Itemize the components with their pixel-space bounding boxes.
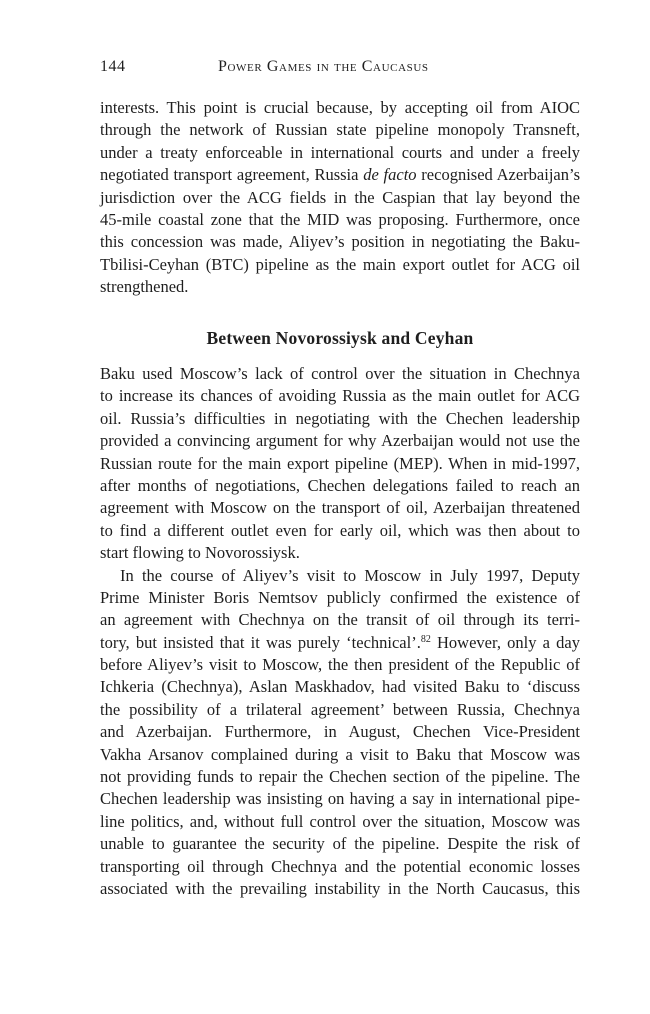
footnote-ref: 82	[420, 633, 431, 645]
text-line: 45-mile coastal zone that the MID was proposing. Furthermore, once	[100, 209, 580, 229]
text-line: Tbilisi-Ceyhan (BTC) pipeline as the main export outlet for ACG oil	[100, 254, 580, 274]
section-heading: Between Novorossiysk and Ceyhan	[206, 328, 474, 348]
text-line: agreement with Moscow on the transport of oil, Azerbaijan threatened	[100, 498, 580, 518]
text-line: the possibility of a trilateral agreement’ between Russia, Chechnya	[100, 699, 580, 719]
text-line: interests. This point is crucial because, by accepting oil from AIOC	[100, 98, 580, 117]
running-head	[100, 58, 580, 82]
running-title: Power Games in the Caucasus	[218, 58, 429, 75]
text-line: through the network of Russian state pipeline monopoly Transneft,	[100, 120, 580, 140]
text-line	[100, 164, 580, 186]
text-line: provided a convincing argument for why Azerbaijan would not use the	[100, 431, 580, 451]
text-line: unable to guarantee the security of the pipeline. Despite the risk of	[100, 834, 580, 854]
paragraph-continued	[100, 97, 580, 299]
italic-term: de facto	[363, 165, 417, 185]
text-line: and Azerbaijan. Furthermore, in August, Chechen Vice-President	[100, 722, 580, 742]
text-line: after months of negotiations, Chechen delegations failed to reach an	[100, 475, 580, 495]
text-line: strengthened.	[100, 277, 189, 297]
text-segment: tory, but insisted that it was purely ‘technical’.	[100, 632, 421, 652]
text-line: an agreement with Chechnya on the transit of oil through its terri-	[100, 610, 580, 630]
text-line: Ichkeria (Chechnya), Aslan Maskhadov, had visited Baku to ‘discuss	[100, 677, 580, 697]
text-line: jurisdiction over the ACG fields in the Caspian that lay beyond the	[100, 187, 580, 207]
text-line: Vakha Arsanov complained during a visit to Baku that Moscow was	[100, 744, 580, 764]
text-line: associated with the prevailing instability in the North Caucasus, this	[100, 878, 580, 898]
text-segment: negotiated transport agreement, Russia	[100, 165, 364, 185]
text-segment: However, only a day	[430, 632, 580, 652]
text-line: Prime Minister Boris Nemtsov publicly confirmed the existence of	[100, 587, 580, 607]
section-body	[100, 363, 580, 900]
text-line: Russian route for the main export pipeline (MEP). When in mid-1997,	[100, 453, 580, 473]
text-line: Baku used Moscow’s lack of control over the situation in Chechnya	[100, 364, 580, 383]
text-segment: recognised Azerbaijan’s	[416, 165, 580, 185]
text-line: In the course of Aliyev’s visit to Moscow in July 1997, Deputy	[120, 565, 580, 585]
text-line	[100, 632, 580, 654]
text-line: transporting oil through Chechnya and the potential economic losses	[100, 856, 580, 876]
text-line: line politics, and, without full control over the situation, Moscow was	[100, 811, 580, 831]
text-line: to increase its chances of avoiding Russia as the main outlet for ACG	[100, 386, 580, 406]
text-line: Chechen leadership was insisting on having a say in international pipe-	[100, 789, 580, 809]
text-line: not providing funds to repair the Chechen section of the pipeline. The	[100, 767, 580, 787]
text-line: start flowing to Novorossiysk.	[100, 543, 300, 563]
text-line: under a treaty enforceable in international courts and under a freely	[100, 142, 580, 162]
page-number: 144	[100, 58, 126, 75]
text-line: this concession was made, Aliyev’s position in negotiating the Baku-	[100, 232, 580, 252]
text-line: oil. Russia’s difficulties in negotiating with the Chechen leadership	[100, 408, 580, 428]
text-line: to find a different outlet even for early oil, which was then about to	[100, 520, 580, 540]
text-line: before Aliyev’s visit to Moscow, the then president of the Republic of	[100, 655, 580, 675]
